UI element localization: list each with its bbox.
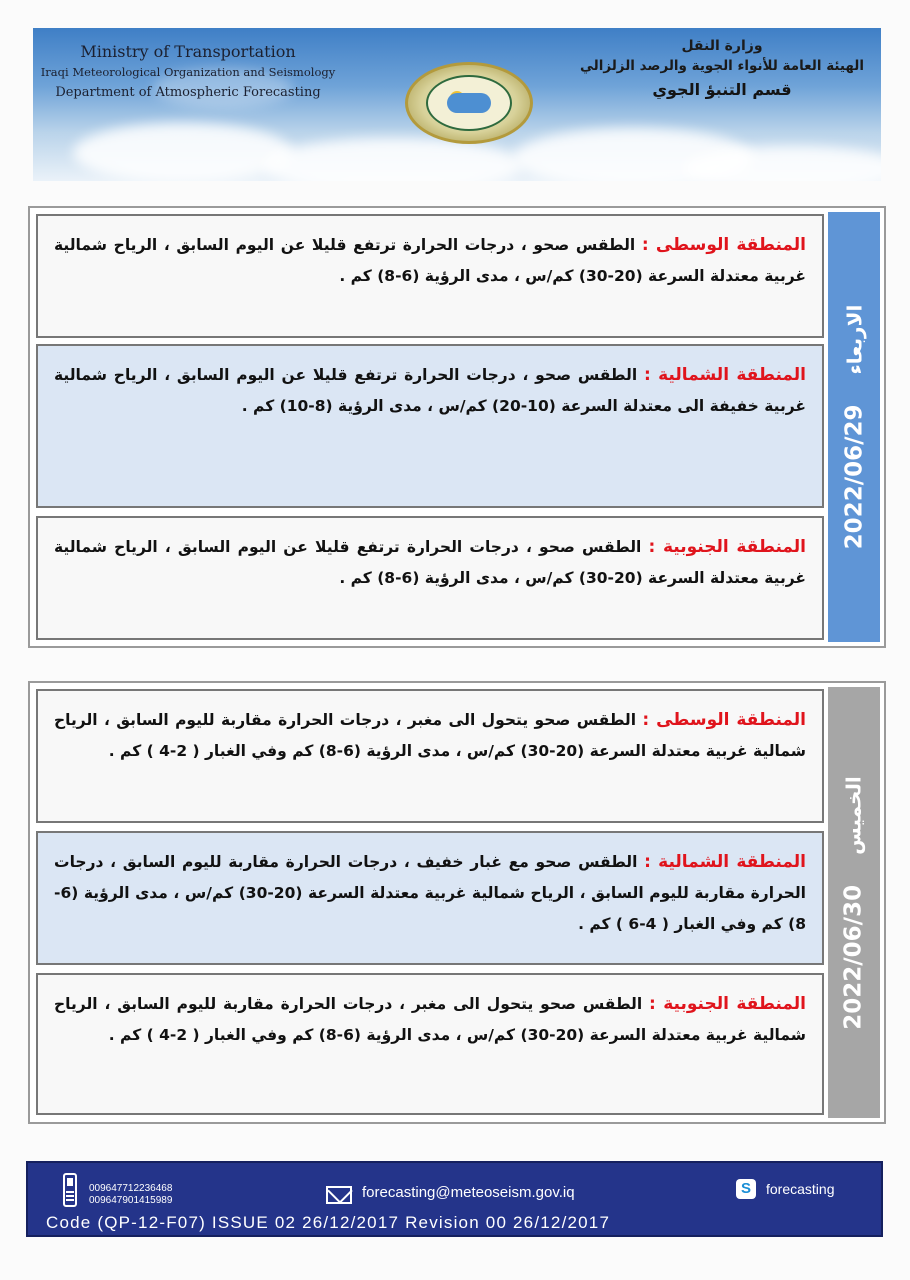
region-forecast-text: الطقس صحو ، درجات الحرارة ترتفع قليلا عن اليوم السابق ، الرياح شمالية غربية معتدلة السرعة (20-30) كم/س ، مدى الرؤية (6-8) كم .: [54, 538, 806, 587]
region-forecast-text: الطقس صحو ، درجات الحرارة ترتفع قليلا عن اليوم السابق ، الرياح شمالية غربية معتدلة السرعة (20-30) كم/س ، مدى الرؤية (6-8) كم .: [54, 236, 806, 285]
ministry-arabic-text: [577, 38, 867, 99]
date-sidebar-day2: [828, 687, 880, 1118]
organization-logo: [405, 62, 533, 144]
skype-icon: S: [736, 1179, 756, 1199]
region-central-day2: [36, 689, 824, 823]
date-sidebar-day1: [828, 212, 880, 642]
mail-icon: [326, 1186, 352, 1204]
header-banner: [33, 28, 881, 181]
document-code-line: Code (QP-12-F07) ISSUE 02 26/12/2017 Revision 00 26/12/2017: [46, 1213, 611, 1232]
region-north-day1: [36, 344, 824, 508]
department-name-ar: قسم التنبؤ الجوي: [652, 80, 792, 99]
region-name: المنطقة الجنوبية :: [649, 994, 806, 1014]
region-central-day1: [36, 214, 824, 338]
contact-footer: [26, 1161, 883, 1237]
region-name: المنطقة الوسطى :: [641, 235, 807, 255]
region-name: المنطقة الجنوبية :: [648, 537, 806, 557]
organization-name-ar: الهيئة العامة للأنواء الجوية والرصد الزلزالي: [579, 58, 865, 74]
day-name: الاربعاء: [842, 304, 867, 375]
forecast-date: 2022/06/30: [841, 884, 867, 1030]
phone-number-1[interactable]: 009647712236468: [89, 1183, 173, 1194]
skype-handle[interactable]: forecasting: [766, 1181, 835, 1197]
phone-numbers: [89, 1183, 172, 1207]
region-forecast-text: الطقس صحو مع غبار خفيف ، درجات الحرارة مقاربة لليوم السابق ، درجات الحرارة مقاربة لليوم السابق ، الرياح شمالية غربية معتدلة السرعة (20-30) كم/س ، مدى الرؤية (6-8) كم وفي الغبار ( 4-6 ) كم .: [54, 853, 806, 933]
region-forecast-text: الطقس صحو يتحول الى مغبر ، درجات الحرارة مقاربة لليوم السابق ، الرياح شمالية غربية معتدلة السرعة (20-30) كم/س ، مدى الرؤية (6-8) كم وفي الغبار ( 2-4 ) كم .: [54, 711, 806, 760]
region-north-day2: [36, 831, 824, 965]
region-south-day2: [36, 973, 824, 1115]
phone-number-2[interactable]: 009647901415989: [89, 1195, 173, 1206]
region-name: المنطقة الوسطى :: [642, 710, 806, 730]
department-name: Department of Atmospheric Forecasting: [55, 85, 321, 100]
region-south-day1: [36, 516, 824, 640]
ministry-english-text: [33, 42, 343, 100]
organization-name: Iraqi Meteorological Organization and Seismology: [40, 65, 336, 79]
ministry-name: Ministry of Transportation: [80, 42, 296, 61]
cloud-icon: [447, 93, 491, 113]
region-forecast-text: الطقس صحو يتحول الى مغبر ، درجات الحرارة مقاربة لليوم السابق ، الرياح شمالية غربية معتدلة السرعة (20-30) كم/س ، مدى الرؤية (6-8) كم وفي الغبار ( 2-4 ) كم .: [54, 995, 806, 1044]
phone-icon: [63, 1173, 77, 1207]
ministry-name-ar: وزارة النقل: [681, 38, 763, 54]
day-name: الخميس: [842, 775, 866, 855]
region-name: المنطقة الشمالية :: [643, 365, 806, 385]
region-forecast-text: الطقس صحو ، درجات الحرارة ترتفع قليلا عن اليوم السابق ، الرياح شمالية غربية خفيفة الى معتدلة السرعة (10-20) كم/س ، مدى الرؤية (8-10) كم .: [54, 366, 806, 415]
forecast-day-1: [28, 206, 886, 648]
forecast-day-2: [28, 681, 886, 1124]
region-name: المنطقة الشمالية :: [644, 852, 806, 872]
email-link[interactable]: forecasting@meteoseism.gov.iq: [362, 1184, 575, 1201]
forecast-date: 2022/06/29: [841, 404, 868, 550]
